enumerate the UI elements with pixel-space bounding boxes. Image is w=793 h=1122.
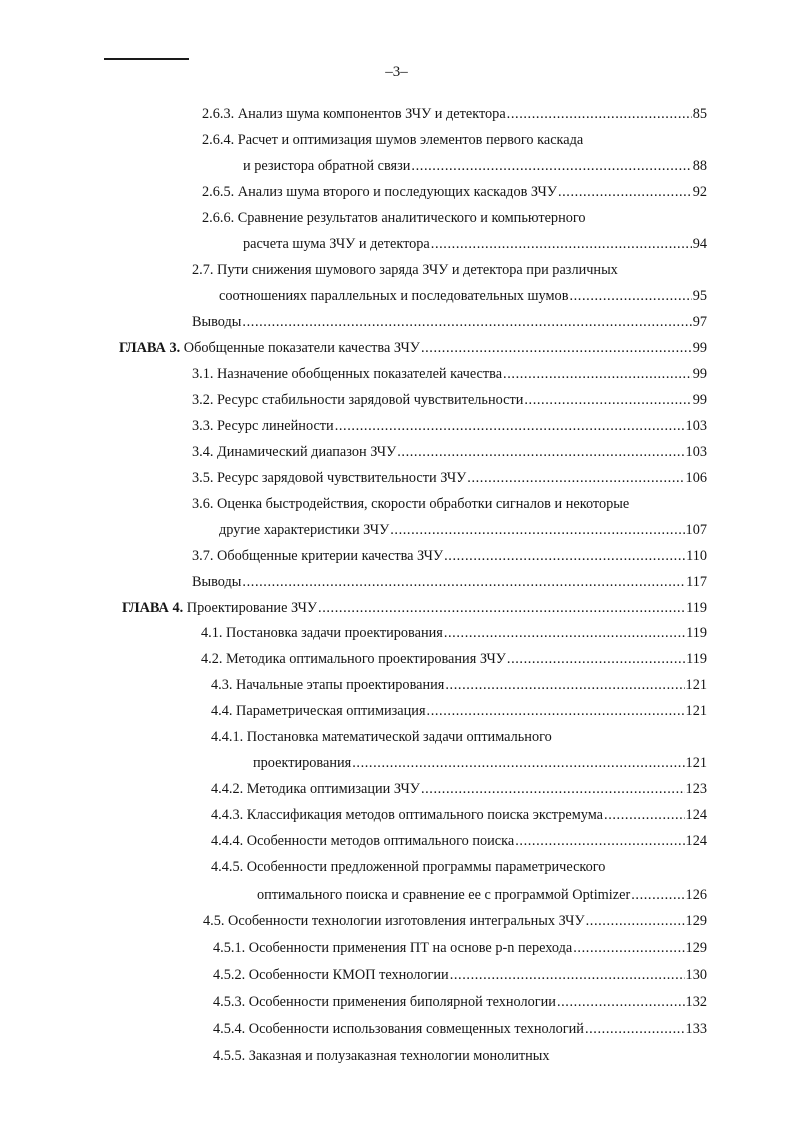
leader-dots [421,778,685,800]
entry-title: 4.4. Параметрическая оптимизация [211,703,426,719]
entry-title: Выводы [192,574,242,590]
entry-page: 121 [685,755,707,771]
leader-dots [569,285,691,307]
entry-page: 97 [692,314,707,330]
page-number: –3– [385,64,408,80]
entry-title: проектирования [253,755,352,771]
toc-entry-4-5-3 [213,991,707,1013]
entry-title: Выводы [192,314,242,330]
entry-title: соотношениях параллельных и последовательных шумов [219,288,569,304]
toc-entry-2-6-4 [202,129,583,151]
toc-entry-3-4 [192,441,707,463]
entry-title: 4.5.2. Особенности КМОП технологии [213,967,449,983]
toc-entry-4-4-5 [211,856,605,878]
entry-page: 119 [686,600,707,616]
entry-title: 4.4.3. Классификация методов оптимального поиска экстремума [211,807,604,823]
entry-title: 3.1. Назначение обобщенных показателей качества [192,366,503,382]
entry-page: 103 [685,444,707,460]
entry-page: 106 [685,470,707,486]
toc-entry-4-4-5-cont [257,884,707,906]
leader-dots [390,519,684,541]
toc-entry-4-2 [201,648,707,670]
entry-page: 133 [685,1021,707,1037]
entry-title: оптимального поиска и сравнение ее с программой Optimizer [257,887,631,903]
leader-dots [411,155,691,177]
entry-title: 3.7. Обобщенные критерии качества ЗЧУ [192,548,444,564]
entry-title: 4.3. Начальные этапы проектирования [211,677,445,693]
leader-dots [421,337,692,359]
entry-page: 103 [685,418,707,434]
entry-title: 4.5.4. Особенности использования совмещенных технологий [213,1021,584,1037]
toc-entry-4-5 [203,910,707,932]
entry-page: 107 [685,522,707,538]
leader-dots [444,622,685,644]
entry-title: 4.5.3. Особенности применения биполярной технологии [213,994,556,1010]
entry-title: 2.6.3. Анализ шума компонентов ЗЧУ и детектора [202,106,506,122]
toc-entry-2-6-6-cont [243,233,707,255]
leader-dots [503,363,692,385]
leader-dots [352,752,684,774]
toc-entry-4-4-1 [211,726,552,748]
leader-dots [467,467,684,489]
entry-title: 4.5.5. Заказная и полузаказная технологии монолитных [213,1048,550,1064]
leader-dots [558,181,692,203]
leader-dots [507,648,685,670]
entry-title: 4.1. Постановка задачи проектирования [201,625,443,641]
entry-page: 129 [685,940,707,956]
entry-title: 4.4.1. Постановка математической задачи оптимального [211,729,552,745]
entry-page: 92 [692,184,707,200]
entry-title: 2.6.4. Расчет и оптимизация шумов элементов первого каскада [202,132,584,148]
entry-title: 4.4.4. Особенности методов оптимального поиска [211,833,515,849]
leader-dots [242,571,685,593]
toc-entry-4-5-1 [213,937,707,959]
leader-dots [515,830,684,852]
leader-dots [586,910,685,932]
toc-entry-3-6-cont [219,519,707,541]
toc-entry-conclusions-2 [192,311,707,333]
toc-entry-4-5-4 [213,1018,707,1040]
leader-dots [318,597,685,619]
toc-entry-3-7 [192,545,707,567]
leader-dots [335,415,685,437]
entry-title: 2.6.6. Сравнение результатов аналитического и компьютерного [202,210,586,226]
entry-page: 117 [686,574,707,590]
entry-title: 3.6. Оценка быстродействия, скорости обработки сигналов и некоторые [192,496,630,512]
toc-chapter-4 [122,597,707,619]
entry-page: 119 [686,651,707,667]
entry-page: 95 [692,288,707,304]
toc-entry-2-6-6 [202,207,586,229]
leader-dots [631,884,684,906]
entry-page: 121 [685,677,707,693]
entry-title: Проектирование ЗЧУ [186,600,318,616]
entry-page: 88 [692,158,707,174]
leader-dots [427,700,685,722]
leader-dots [431,233,692,255]
toc-entry-4-4-3 [211,804,707,826]
entry-page: 121 [685,703,707,719]
chapter-label: ГЛАВА 3. [119,340,181,356]
entry-title: 4.4.5. Особенности предложенной программы параметрического [211,859,606,875]
leader-dots [242,311,691,333]
toc-entry-conclusions-3 [192,571,707,593]
toc-entry-3-1 [192,363,707,385]
entry-title: 3.4. Динамический диапазон ЗЧУ [192,444,397,460]
toc-entry-2-6-5 [202,181,707,203]
toc-entry-3-3 [192,415,707,437]
toc-entry-2-6-4-cont [243,155,707,177]
entry-page: 132 [685,994,707,1010]
leader-dots [557,991,685,1013]
entry-title: 4.4.2. Методика оптимизации ЗЧУ [211,781,420,797]
entry-title: и резистора обратной связи [243,158,411,174]
leader-dots [444,545,685,567]
toc-chapter-3 [119,337,707,359]
toc-entry-2-7-cont [219,285,707,307]
entry-title: 3.2. Ресурс стабильности зарядовой чувствительности [192,392,524,408]
entry-title: расчета шума ЗЧУ и детектора [243,236,430,252]
entry-page: 99 [692,340,707,356]
entry-title: 3.3. Ресурс линейности [192,418,334,434]
leader-dots [445,674,684,696]
entry-title: 2.7. Пути снижения шумового заряда ЗЧУ и детектора при различных [192,262,618,278]
toc-entry-4-4-1-cont [253,752,707,774]
leader-dots [524,389,691,411]
leader-dots [507,103,692,125]
entry-title: 4.5.1. Особенности применения ПТ на основе p-n перехода [213,940,573,956]
entry-title: другие характеристики ЗЧУ [219,522,390,538]
toc-entry-4-1 [201,622,707,644]
entry-page: 85 [692,106,707,122]
entry-page: 110 [686,548,707,564]
toc-entry-3-2 [192,389,707,411]
toc-entry-3-6 [192,493,629,515]
entry-page: 126 [685,887,707,903]
leader-dots [573,937,684,959]
toc-entry-2-6-3 [202,103,707,125]
entry-page: 119 [686,625,707,641]
toc-entry-4-3 [211,674,707,696]
entry-page: 130 [685,967,707,983]
entry-title: Обобщенные показатели качества ЗЧУ [183,340,420,356]
leader-dots [585,1018,685,1040]
entry-page: 129 [685,913,707,929]
entry-page: 94 [692,236,707,252]
toc-entry-3-5 [192,467,707,489]
entry-page: 124 [685,807,707,823]
toc-entry-4-5-5 [213,1045,550,1067]
entry-title: 2.6.5. Анализ шума второго и последующих каскадов ЗЧУ [202,184,557,200]
entry-page: 123 [685,781,707,797]
entry-title: 4.5. Особенности технологии изготовления интегральных ЗЧУ [203,913,585,929]
entry-page: 99 [692,366,707,382]
toc-entry-4-4-4 [211,830,707,852]
leader-dots [450,964,685,986]
leader-dots [604,804,685,826]
toc-entry-4-4 [211,700,707,722]
entry-page: 124 [685,833,707,849]
chapter-label: ГЛАВА 4. [122,600,184,616]
entry-title: 3.5. Ресурс зарядовой чувствительности ЗЧУ [192,470,467,486]
leader-dots [397,441,684,463]
header-rule [104,58,189,60]
toc-entry-4-5-2 [213,964,707,986]
toc-entry-4-4-2 [211,778,707,800]
entry-page: 99 [692,392,707,408]
entry-title: 4.2. Методика оптимального проектирования ЗЧУ [201,651,506,667]
toc-entry-2-7 [192,259,618,281]
